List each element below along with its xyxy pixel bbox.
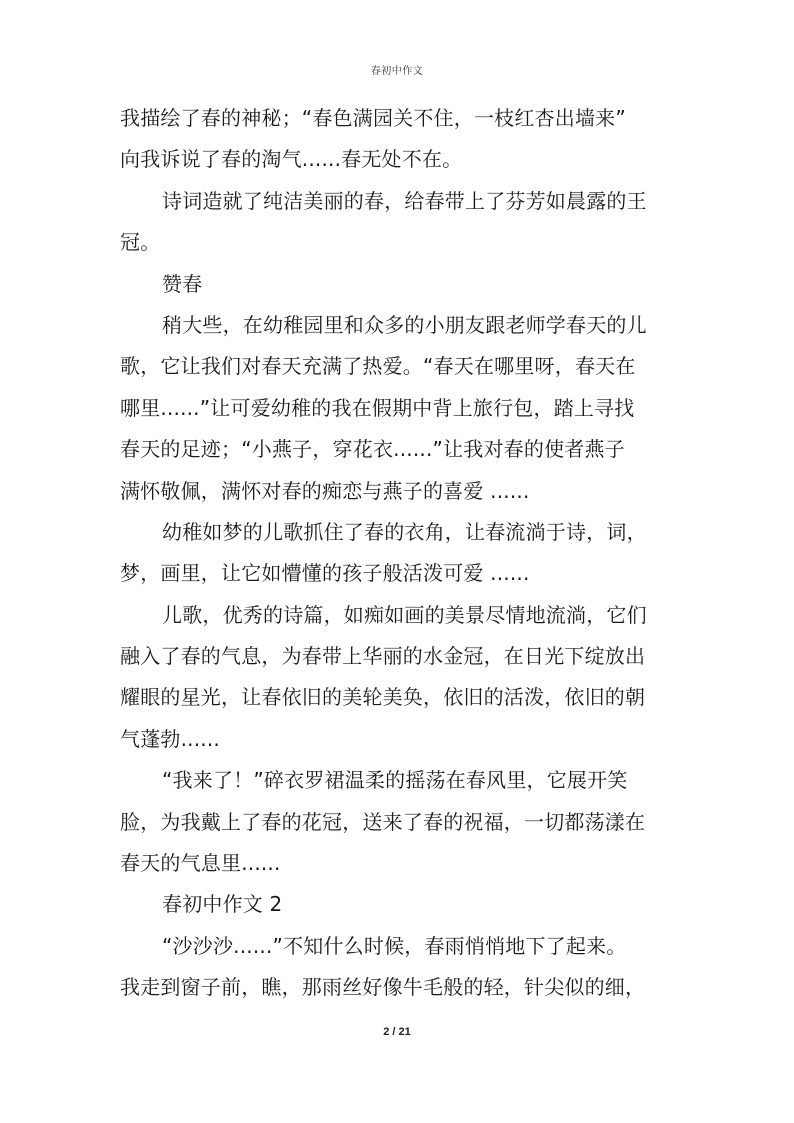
text-line: 哪里......”让可爱幼稚的我在假期中背上旅行包，踏上寻找 <box>120 395 635 420</box>
text-line: 春天的足迹；“小燕子，穿花衣......”让我对春的使者燕子 <box>120 437 625 462</box>
text-line: 梦，画里，让它如懵懂的孩子般活泼可爱 ...... <box>120 561 530 586</box>
text-line: 赞春 <box>162 271 203 296</box>
text-line: 耀眼的星光，让春依旧的美轮美奂，依旧的活泼，依旧的朝 <box>120 685 646 710</box>
text-line: 冠。 <box>120 230 161 255</box>
text-line: 我走到窗子前，瞧，那雨丝好像牛毛般的轻，针尖似的细， <box>120 975 646 1000</box>
paragraph-i-am-here <box>120 760 698 884</box>
text-line: 满怀敬佩，满怀对春的痴恋与燕子的喜爱 ...... <box>120 478 530 503</box>
paragraph-poems <box>120 595 698 761</box>
section-heading-zanchun <box>120 264 698 305</box>
paragraph-kindergarten <box>120 305 698 512</box>
page-number: 2 / 21 <box>383 1026 411 1038</box>
page-header: 春初中作文 <box>370 66 424 77</box>
text-line: 脸，为我戴上了春的花冠，送来了春的祝福，一切都荡漾在 <box>120 809 646 834</box>
text-line: 稍大些，在幼稚园里和众多的小朋友跟老师学春天的儿 <box>162 312 647 337</box>
paragraph-children-songs <box>120 512 698 595</box>
text-line: 幼稚如梦的儿歌抓住了春的衣角，让春流淌于诗，词， <box>162 519 647 544</box>
text-line: 春初中作文 2 <box>162 892 283 917</box>
text-line: “沙沙沙......”不知什么时候，春雨悄悄地下了起来。 <box>162 933 627 958</box>
section-heading-essay-2 <box>120 884 698 925</box>
document-body <box>120 98 698 1009</box>
text-line: 融入了春的气息，为春带上华丽的水金冠，在日光下绽放出 <box>120 644 646 669</box>
text-line: 气蓬勃...... <box>120 726 220 751</box>
text-line: 向我诉说了春的淘气......春无处不在。 <box>120 147 463 172</box>
text-line: 诗词造就了纯洁美丽的春，给春带上了芬芳如晨露的王 <box>162 188 647 213</box>
text-line: 春天的气息里...... <box>120 851 281 876</box>
text-line: 儿歌，优秀的诗篇，如痴如画的美景尽情地流淌，它们 <box>162 602 647 627</box>
paragraph-continuation <box>120 98 698 181</box>
paragraph-spring-rain <box>120 926 698 1009</box>
paragraph-poetry <box>120 181 698 264</box>
text-line: “我来了！”碎衣罗裙温柔的摇荡在春风里，它展开笑 <box>162 768 628 793</box>
text-line: 歌，它让我们对春天充满了热爱。“春天在哪里呀，春天在 <box>120 354 636 379</box>
text-line: 我描绘了春的神秘；“春色满园关不住，一枝红杏出墙来” <box>120 106 626 130</box>
